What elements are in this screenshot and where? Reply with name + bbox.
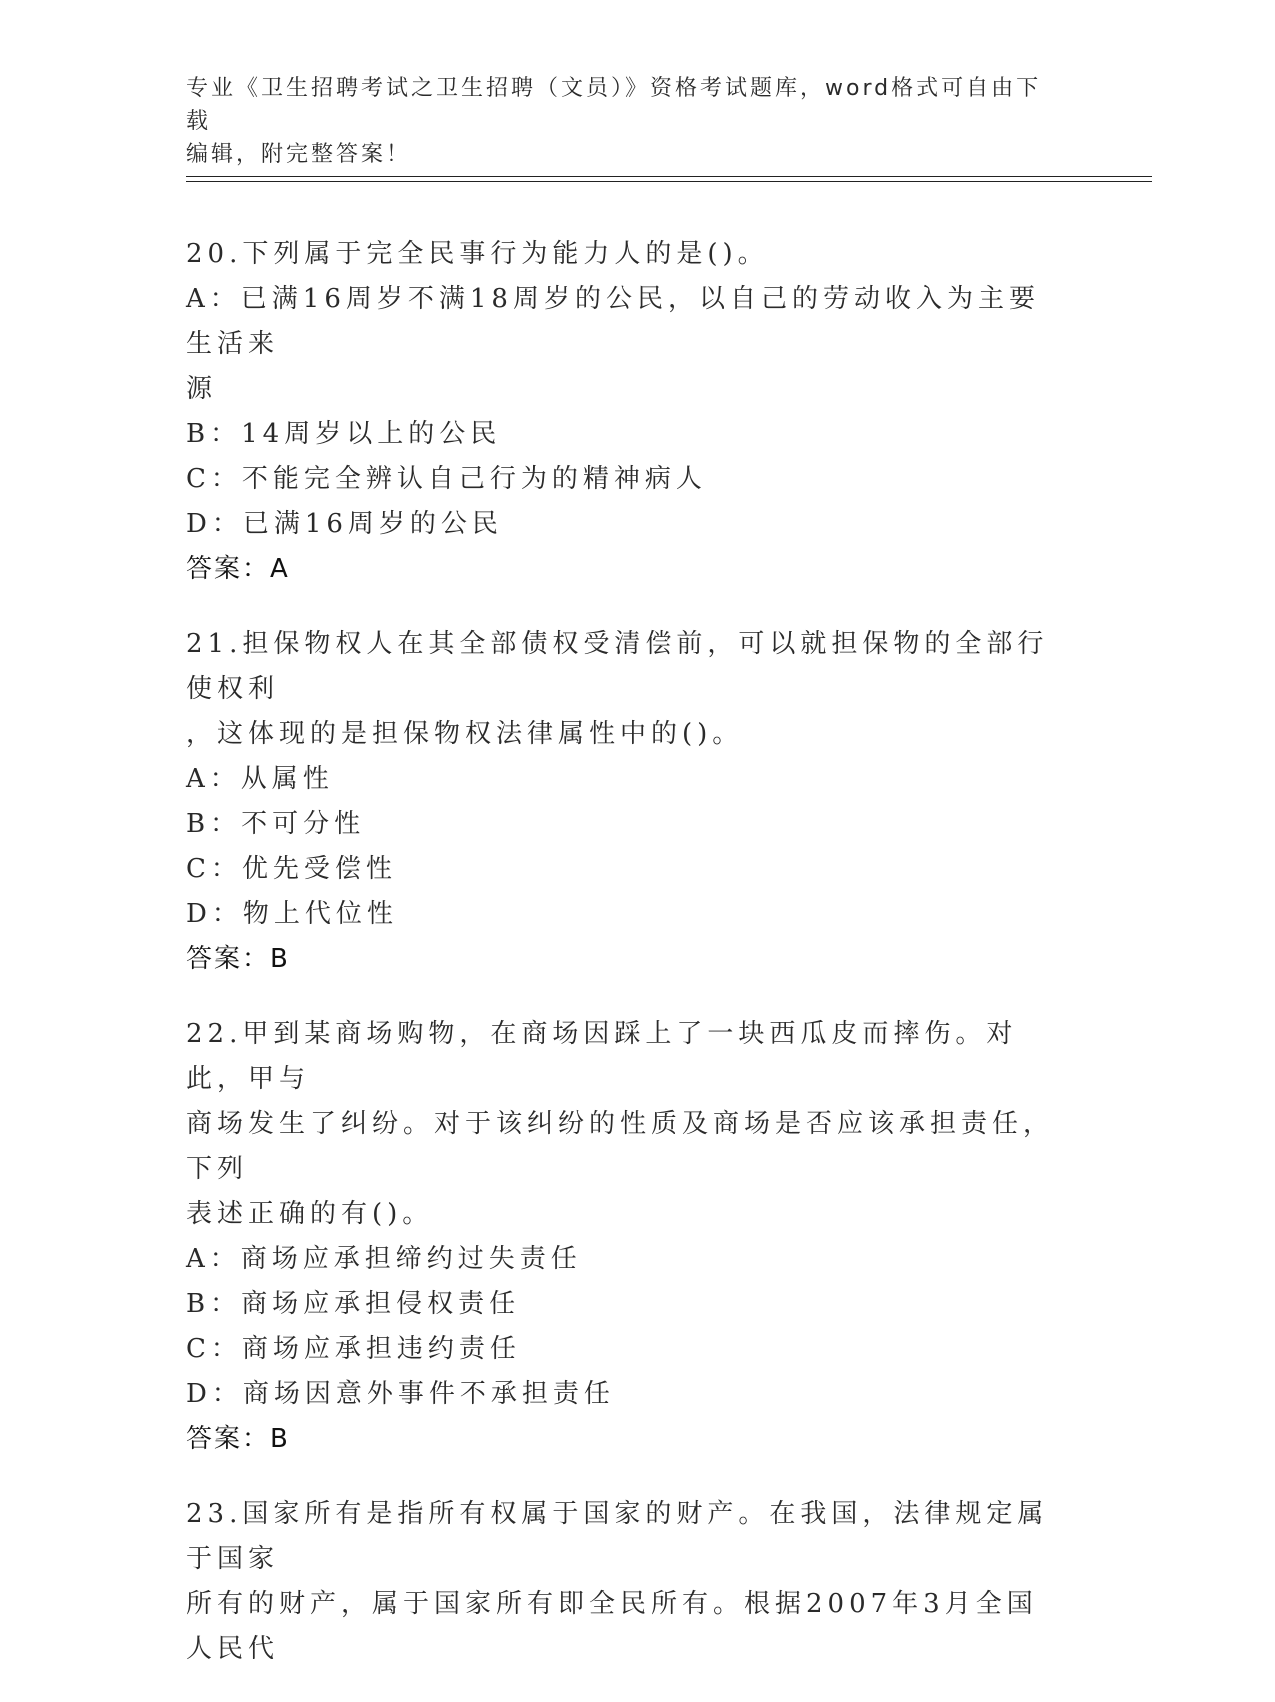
answer-option: B：不可分性 [186,809,366,839]
answer-option: D：商场因意外事件不承担责任 [186,1379,615,1409]
answer-key: 答案：B [186,944,290,974]
question-stem-line: 21.担保物权人在其全部债权受清偿前，可以就担保物的全部行使权利 [186,629,1049,704]
document-header [186,72,1066,171]
question-stem-line: 23.国家所有是指所有权属于国家的财产。在我国，法律规定属于国家 [186,1499,1049,1574]
answer-option: A：商场应承担缔约过失责任 [186,1244,582,1274]
header-divider-bottom [186,181,1152,182]
answer-option: A：已满16周岁不满18周岁的公民，以自己的劳动收入为主要生活来 [186,284,1040,359]
answer-option: 源 [186,374,218,404]
answer-key: 答案：A [186,554,290,584]
question-stem-line: 所有的财产，属于国家所有即全民所有。根据2007年3月全国人民代 [186,1589,1038,1664]
answer-option: B：14周岁以上的公民 [186,419,502,449]
answer-option: A：从属性 [186,764,334,794]
question-block [186,1492,1066,1672]
answer-option: C：不能完全辨认自己行为的精神病人 [186,464,707,494]
question-block [186,622,1066,982]
question-stem-line: 表述正确的有()。 [186,1199,434,1229]
question-stem-line: 22.甲到某商场购物，在商场因踩上了一块西瓜皮而摔伤。对此，甲与 [186,1019,1018,1094]
question-block [186,1012,1066,1462]
header-line-2: 编辑，附完整答案！ [186,142,412,167]
question-list [186,232,1066,1702]
question-block [186,232,1066,592]
answer-option: D：已满16周岁的公民 [186,509,503,539]
header-divider-top [186,176,1152,177]
question-stem-line: 商场发生了纠纷。对于该纠纷的性质及商场是否应该承担责任，下列 [186,1109,1055,1184]
answer-option: B：商场应承担侵权责任 [186,1289,521,1319]
answer-option: D：物上代位性 [186,899,398,929]
answer-option: C：优先受偿性 [186,854,397,884]
answer-key: 答案：B [186,1424,290,1454]
question-stem-line: 20.下列属于完全民事行为能力人的是()。 [186,239,769,269]
answer-option: C：商场应承担违约责任 [186,1334,521,1364]
question-stem-line: ，这体现的是担保物权法律属性中的()。 [186,719,744,749]
header-line-1: 专业《卫生招聘考试之卫生招聘（文员）》资格考试题库，word格式可自由下载 [186,76,1042,134]
